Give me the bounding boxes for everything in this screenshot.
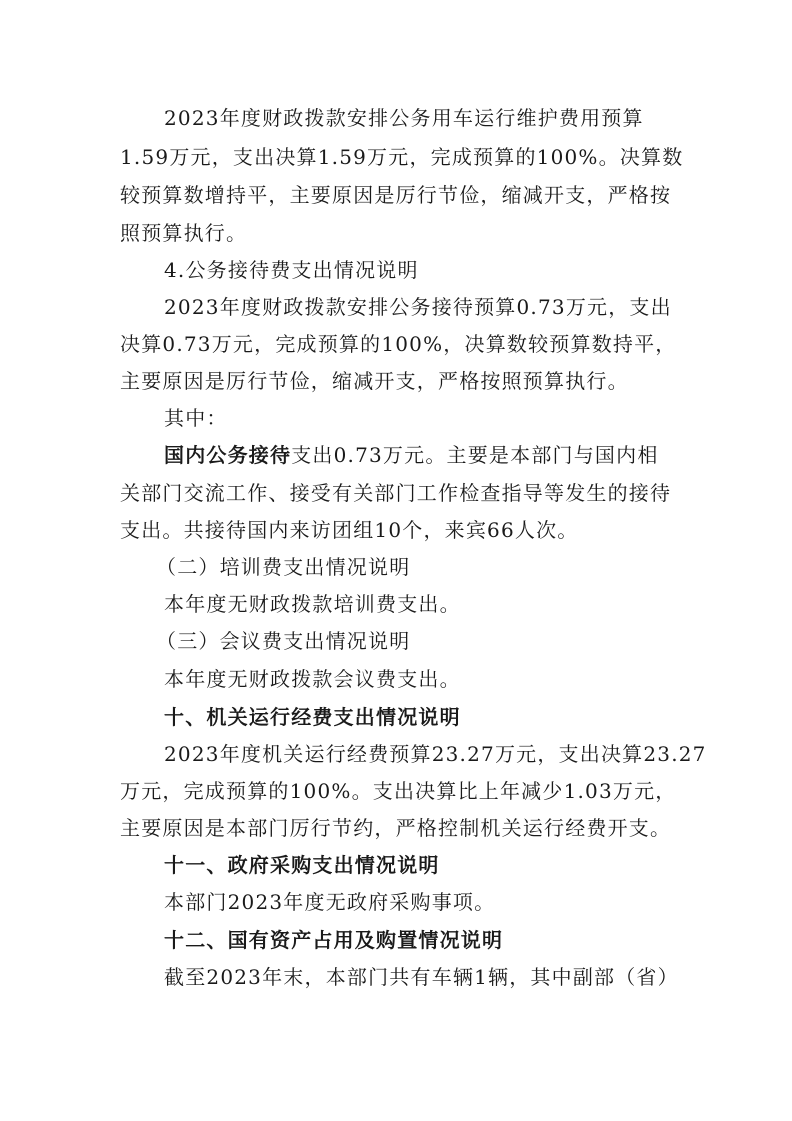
paragraph-line: 较预算数增持平，主要原因是厉行节俭，缩减开支，严格按: [120, 183, 672, 207]
section-heading: 4.公务接待费支出情况说明: [164, 258, 419, 282]
paragraph-line: 主要原因是厉行节俭，缩减开支，严格按照预算执行。: [120, 369, 629, 393]
paragraph-line: 2023年度财政拨款安排公务用车运行维护费用预算: [164, 106, 644, 130]
paragraph-line: [164, 441, 684, 469]
sub-heading: （二）培训费支出情况说明: [156, 555, 411, 579]
paragraph-line: 主要原因是本部门厉行节约，严格控制机关运行经费开支。: [120, 816, 672, 840]
paragraph-line: 2023年度财政拨款安排公务接待预算0.73万元，支出: [164, 295, 672, 319]
section-heading: 十一、政府采购支出情况说明: [164, 853, 440, 877]
paragraph-line: 决算0.73万元，完成预算的100%，决算数较预算数持平，: [120, 332, 677, 356]
paragraph-line: 本年度无财政拨款会议费支出。: [164, 667, 461, 691]
paragraph-line: 照预算执行。: [120, 221, 248, 245]
paragraph-line: 截至2023年末，本部门共有车辆1辆，其中副部（省）: [164, 965, 679, 989]
paragraph-line: 1.59万元，支出决算1.59万元，完成预算的100%。决算数: [120, 145, 684, 169]
sub-heading: （三）会议费支出情况说明: [156, 629, 411, 653]
paragraph-line: 关部门交流工作、接受有关部门工作检查指导等发生的接待: [120, 481, 672, 505]
section-heading: 十二、国有资产占用及购置情况说明: [164, 928, 504, 952]
bold-term: 国内公务接待: [164, 443, 292, 467]
paragraph-line: 其中：: [164, 406, 228, 430]
paragraph-line: 万元，完成预算的100%。支出决算比上年减少1.03万元，: [120, 779, 677, 803]
paragraph-line: 本年度无财政拨款培训费支出。: [164, 592, 461, 616]
section-heading: 十、机关运行经费支出情况说明: [164, 705, 461, 729]
paragraph-line: 支出。共接待国内来访团组10个，来宾66人次。: [120, 518, 579, 542]
paragraph-line: 2023年度机关运行经费预算23.27万元，支出决算23.27: [164, 742, 707, 766]
paragraph-text: 支出0.73万元。主要是本部门与国内相: [291, 443, 659, 467]
paragraph-line: 本部门2023年度无政府采购事项。: [164, 890, 496, 914]
